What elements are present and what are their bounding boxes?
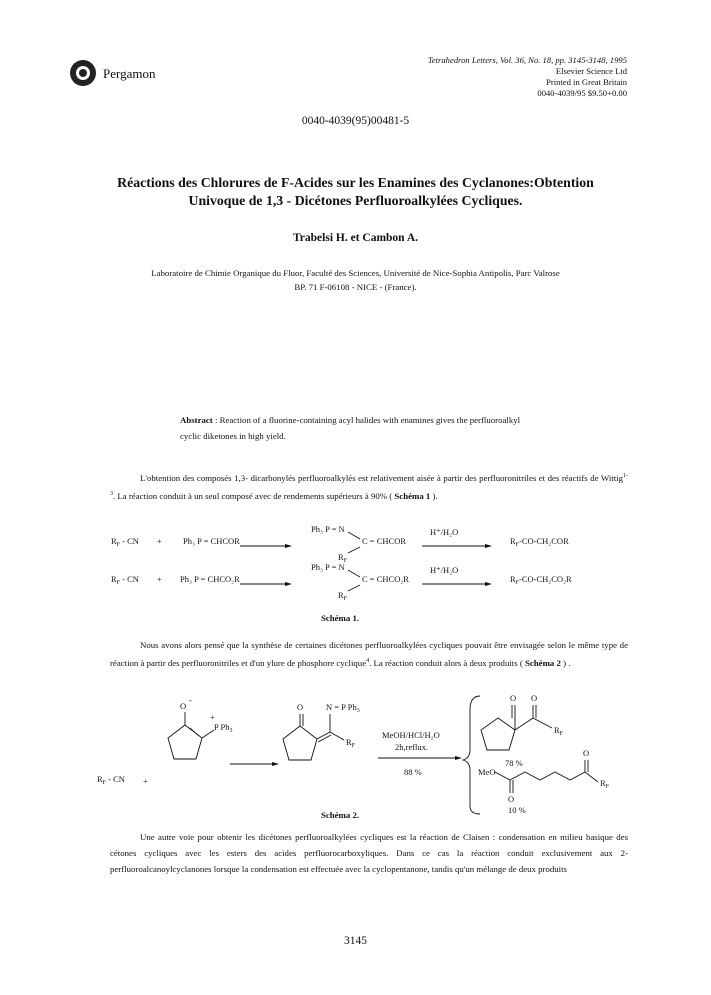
s2-reagent-2: 2h,reflux. [395, 742, 429, 752]
affiliation [0, 266, 711, 294]
s1r1-arrowhead-1 [285, 544, 292, 548]
s2-ylide-structure [168, 712, 214, 759]
s1r1-inter-top: Ph₃ P = N [311, 524, 345, 534]
affiliation-line-2: BP. 71 F-06108 - NICE - (France). [294, 282, 417, 292]
p1-scheme-ref: Schéma 1 [394, 490, 431, 501]
doi: 0040-4039(95)00481-5 [301, 115, 410, 127]
s2-prod2-meo: MeO [478, 767, 496, 777]
p2-text-a: Nous avons alors pensé que la synthèse de certaines dicétones perfluoroalkylées cycliques pouvait être envisagée selon le même type de réaction à partir des perfluoronitriles et d'un ylure de phosphore cyclique [110, 640, 628, 668]
s1r2-reactant-sub: F [116, 580, 121, 586]
s2-ylide-plus: + [210, 712, 215, 722]
s1r1-reagent: H⁺/H₂O [430, 527, 459, 537]
svg-text:RF-CO-CH₂CO₂R [510, 574, 572, 586]
s1r2-plus: + [157, 574, 162, 584]
s2-prod2-o2: O [583, 748, 590, 758]
abstract-text-2: cyclic diketones in high yield. [180, 431, 286, 441]
s1r1-product-r: R [510, 536, 516, 546]
s1r1-arrowhead-2 [485, 544, 492, 548]
scheme-1-caption: Schéma 1. [320, 613, 360, 623]
s2-arrowhead-2 [455, 756, 462, 760]
svg-text:RF [554, 725, 564, 737]
s1r1-ylide: Ph₃ P = CHCOR [183, 536, 240, 546]
svg-text:RF [346, 737, 356, 749]
citation-printed: Printed in Great Britain [546, 77, 627, 87]
p1-text-b: . La réaction conduit à un seul composé avec de rendements supérieurs à 90% ( [113, 490, 395, 501]
s2-inter-n-sub: 3 [356, 708, 360, 714]
paragraph-2 [110, 637, 628, 671]
svg-text:RF - CN [111, 574, 139, 586]
p2-text-c: ) . [560, 657, 571, 668]
abstract-text-1: : Reaction of a fluorine-containing acyl halides with enamines gives the perfluoroalkyl [212, 415, 521, 425]
abstract-label: Abstract [180, 415, 213, 425]
s2-product-1-structure [481, 705, 552, 750]
s2-prod2-rf-sub: F [605, 784, 610, 790]
s1r2-inter-top: Ph₃ P = N [311, 562, 345, 572]
s2-prod1-o1: O [510, 693, 517, 703]
svg-text:RF-CO-CH₂COR [510, 536, 569, 548]
publisher-name: Pergamon [103, 66, 156, 81]
paragraph-3: Une autre voie pour obtenir les dicétones perfluoroalkylées cycliques est la réaction de Claisen : condensation en milieu basique des cétones cycliques avec les esters des acides perfluorocarboxyliques. Dans ce cas la réaction conduit exclusivement aux 2- perfluoroalcanoylcyclanones lorsque la condensation est effectuée avec la cyclopentanone, tandis qu'un mélange de deux produits [110, 832, 628, 874]
s2-inter-o: O [297, 702, 304, 712]
s1r2-reagent: H⁺/H₂O [430, 565, 459, 575]
s2-ylide-p-sub: 3 [229, 728, 233, 734]
s2-inter-rf-sub: F [351, 743, 356, 749]
s2-prod2-o1: O [508, 794, 515, 804]
s2-intermediate-structure [283, 714, 344, 760]
p2-text-b: . La réaction conduit alors à deux produits ( [369, 657, 525, 668]
s2-reactant-r: R [97, 774, 103, 784]
svg-text:N = P Ph3 [326, 702, 360, 714]
s1r1-inter-rf: R [338, 552, 344, 562]
citation-price: 0040-4039/95 $9.50+0.00 [537, 88, 627, 98]
citation-block [327, 55, 627, 99]
s1r2-product-tail: -CO-CH₂CO₂R [519, 574, 572, 584]
s2-inter-rf: R [346, 737, 352, 747]
paragraph-1 [110, 468, 628, 504]
s2-prod1-o2: O [531, 693, 538, 703]
s1r2-product-sub: F [515, 580, 520, 586]
s2-reactant-tail: - CN [106, 774, 125, 784]
s2-ylide-minus: - [189, 695, 192, 705]
svg-text:P Ph3 [214, 722, 233, 734]
s2-ylide-o: O [180, 701, 187, 711]
s2-prod1-yield: 78 % [505, 758, 523, 768]
s2-plus: + [143, 776, 148, 786]
s1r2-inter-rf-sub: F [343, 596, 348, 602]
s1r2-inter-rf: R [338, 590, 344, 600]
publisher-logo [70, 60, 96, 86]
s2-prod1-rf-sub: F [559, 731, 564, 737]
s1r1-product-sub: F [515, 542, 520, 548]
s1r2-reactant-r: R [111, 574, 117, 584]
s1r1-inter-main: C = CHCOR [362, 536, 406, 546]
affiliation-line-1: Laboratoire de Chimie Organique du Fluor, Faculté des Sciences, Université de Nice-Sophia Antipolis, Parc Valrose [151, 268, 560, 278]
scheme-1 [0, 520, 711, 610]
s2-reactant-sub: F [102, 780, 107, 786]
s2-brace [463, 696, 480, 814]
svg-text:RF [600, 778, 610, 790]
s1r1-inter-rf-sub: F [343, 558, 348, 564]
s1r2-reactant-tail: - CN [120, 574, 139, 584]
p2-citation: 4 [366, 658, 370, 664]
s2-prod1-rf: R [554, 725, 560, 735]
citation-publisher: Elsevier Science Ltd [555, 66, 627, 76]
s2-inter-n: N = P Ph [326, 702, 357, 712]
authors: Trabelsi H. et Cambon A. [292, 232, 418, 244]
p1-text-c: ). [430, 490, 438, 501]
svg-text:RF - CN [111, 536, 139, 548]
svg-text:RF - CN [97, 774, 125, 786]
s1r2-arrowhead-2 [485, 582, 492, 586]
scheme-2 [0, 690, 711, 815]
title-line-1: Réactions des Chlorures de F-Acides sur les Enamines des Cyclanones:Obtention [117, 175, 594, 190]
s1r2-inter-main: C = CHCO₂R [362, 574, 409, 584]
s2-prod2-yield: 10 % [508, 805, 526, 815]
s1r1-plus: + [157, 536, 162, 546]
s1r2-arrowhead-1 [285, 582, 292, 586]
s1r2-ylide: Ph₃ P = CHCO₂R [180, 574, 240, 584]
p2-scheme-ref: Schéma 2 [524, 657, 561, 668]
abstract [180, 412, 600, 444]
citation-journal: Tetrahedron Letters, Vol. 36, No. 18, pp. 3145-3148, 1995 [427, 55, 627, 65]
s2-prod2-rf: R [600, 778, 606, 788]
title-line-2: Univoque de 1,3 - Dicétones Perfluoroalkylées Cycliques. [188, 193, 523, 208]
svg-text:RF [338, 590, 348, 602]
s2-yield-overall: 88 % [404, 767, 422, 777]
scheme-2-caption: Schéma 2. [320, 810, 360, 820]
p1-citation: 1-3 [110, 473, 628, 497]
s1r1-reactant-tail: - CN [120, 536, 139, 546]
article-title [0, 174, 711, 210]
page-number: 3145 [344, 935, 367, 947]
s1r1-product-tail: -CO-CH₂COR [519, 536, 569, 546]
s1r2-product-r: R [510, 574, 516, 584]
p1-text-a: L'obtention des composés 1,3- dicarbonylés perfluoroalkylés est relativement aisée à partir des perfluoronitriles et des réactifs de Wittig [140, 472, 623, 483]
s2-arrowhead-1 [272, 762, 279, 766]
s2-reagent-1: MeOH/HCl/H₂O [382, 730, 440, 740]
s2-ylide-p: P Ph [214, 722, 230, 732]
s1r1-reactant-sub: F [116, 542, 121, 548]
s1r1-reactant-r: R [111, 536, 117, 546]
